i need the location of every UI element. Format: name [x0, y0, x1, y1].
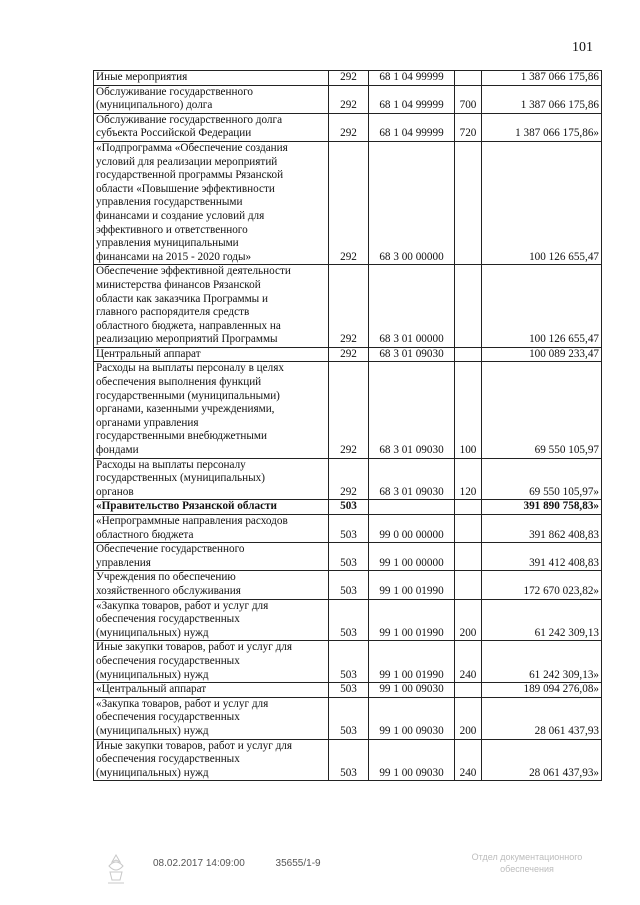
cell-name: Иные закупки товаров, работ и услуг для обеспечения государственных (муниципальных) нужд	[94, 641, 329, 683]
cell-target-article: 99 1 00 01990	[369, 641, 455, 683]
budget-table-body	[94, 71, 602, 781]
footer-doc-code: 35655/1-9	[275, 858, 321, 869]
cell-sum: 100 126 655,47	[482, 265, 602, 348]
cell-expense-type	[455, 141, 482, 264]
table-row	[94, 500, 602, 515]
cell-sum: 100 126 655,47	[482, 141, 602, 264]
cell-expense-type: 240	[455, 739, 482, 781]
cell-admin-code: 292	[329, 141, 369, 264]
cell-sum: 1 387 066 175,86	[482, 71, 602, 86]
cell-expense-type: 120	[455, 458, 482, 500]
cell-expense-type: 700	[455, 85, 482, 113]
cell-sum: 1 387 066 175,86	[482, 85, 602, 113]
cell-admin-code: 292	[329, 458, 369, 500]
cell-target-article: 99 1 00 09030	[369, 697, 455, 739]
cell-sum: 391 862 408,83	[482, 515, 602, 543]
cell-target-article: 99 1 00 09030	[369, 683, 455, 698]
table-row	[94, 141, 602, 264]
faded-stamp	[452, 851, 602, 885]
cell-expense-type	[455, 71, 482, 86]
cell-target-article: 68 3 01 09030	[369, 362, 455, 458]
table-row	[94, 362, 602, 458]
cell-admin-code: 503	[329, 599, 369, 641]
cell-admin-code: 503	[329, 515, 369, 543]
cell-name: «Центральный аппарат	[94, 683, 329, 698]
cell-expense-type	[455, 265, 482, 348]
cell-target-article: 68 1 04 99999	[369, 71, 455, 86]
cell-target-article: 68 1 04 99999	[369, 85, 455, 113]
cell-expense-type	[455, 683, 482, 698]
cell-name: Учреждения по обеспечению хозяйственного обслуживания	[94, 571, 329, 599]
cell-target-article: 68 3 01 00000	[369, 265, 455, 348]
cell-sum: 61 242 309,13»	[482, 641, 602, 683]
cell-expense-type: 100	[455, 362, 482, 458]
cell-expense-type: 200	[455, 599, 482, 641]
table-row	[94, 113, 602, 141]
cell-admin-code: 503	[329, 683, 369, 698]
cell-name: Обеспечение государственного управления	[94, 543, 329, 571]
footer-meta	[153, 858, 349, 869]
footer-timestamp: 08.02.2017 14:09:00	[153, 858, 245, 869]
cell-sum: 391 890 758,83»	[482, 500, 602, 515]
table-row	[94, 683, 602, 698]
table-row	[94, 85, 602, 113]
cell-sum: 69 550 105,97»	[482, 458, 602, 500]
cell-target-article: 99 1 00 01990	[369, 571, 455, 599]
cell-sum: 391 412 408,83	[482, 543, 602, 571]
cell-name: «Подпрограмма «Обеспечение создания условий для реализации мероприятий государственной программы Рязанской области «Повышение эффективности управления государственными финансами и создание условий для эффективного и ответственного управления муниципальными финансами на 2015 - 2020 годы»	[94, 141, 329, 264]
table-row	[94, 571, 602, 599]
cell-sum: 28 061 437,93»	[482, 739, 602, 781]
cell-target-article	[369, 500, 455, 515]
cell-name: Расходы на выплаты персоналу в целях обеспечения выполнения функций государственными (муниципальными) органами, казенными учреждениями, органами управления государственными внебюджетными фондами	[94, 362, 329, 458]
cell-admin-code: 503	[329, 697, 369, 739]
cell-admin-code: 292	[329, 347, 369, 362]
table-row	[94, 458, 602, 500]
cell-name: Расходы на выплаты персоналу государственных (муниципальных) органов	[94, 458, 329, 500]
cell-sum: 69 550 105,97	[482, 362, 602, 458]
cell-name: Обслуживание государственного (муниципального) долга	[94, 85, 329, 113]
cell-expense-type: 200	[455, 697, 482, 739]
cell-name: Иные мероприятия	[94, 71, 329, 86]
cell-target-article: 68 1 04 99999	[369, 113, 455, 141]
cell-target-article: 68 3 01 09030	[369, 347, 455, 362]
cell-expense-type: 240	[455, 641, 482, 683]
budget-table	[93, 70, 602, 781]
cell-target-article: 99 1 00 00000	[369, 543, 455, 571]
cell-expense-type	[455, 347, 482, 362]
cell-expense-type	[455, 500, 482, 515]
table-row	[94, 739, 602, 781]
table-row	[94, 697, 602, 739]
page-number: 101	[572, 40, 593, 55]
cell-sum: 61 242 309,13	[482, 599, 602, 641]
table-row	[94, 71, 602, 86]
cell-admin-code: 292	[329, 362, 369, 458]
cell-admin-code: 503	[329, 571, 369, 599]
cell-target-article: 68 3 00 00000	[369, 141, 455, 264]
cell-name: «Непрограммные направления расходов областного бюджета	[94, 515, 329, 543]
cell-target-article: 99 0 00 00000	[369, 515, 455, 543]
cell-admin-code: 503	[329, 543, 369, 571]
cell-expense-type	[455, 571, 482, 599]
cell-name: Центральный аппарат	[94, 347, 329, 362]
cell-name: «Закупка товаров, работ и услуг для обеспечения государственных (муниципальных) нужд	[94, 599, 329, 641]
cell-admin-code: 292	[329, 85, 369, 113]
cell-admin-code: 292	[329, 71, 369, 86]
cell-expense-type	[455, 543, 482, 571]
table-row	[94, 599, 602, 641]
stamp-line-2: обеспечения	[500, 864, 554, 874]
table-row	[94, 347, 602, 362]
cell-admin-code: 503	[329, 739, 369, 781]
cell-name: Обеспечение эффективной деятельности министерства финансов Рязанской области как заказчика Программы и главного распорядителя средств областного бюджета, направленных на реализацию мероприятий Программы	[94, 265, 329, 348]
margin-scan-text	[2, 100, 12, 800]
cell-admin-code: 503	[329, 500, 369, 515]
stamp-line-1: Отдел документационного	[471, 852, 583, 862]
cell-sum: 189 094 276,08»	[482, 683, 602, 698]
cell-expense-type: 720	[455, 113, 482, 141]
cell-name: «Закупка товаров, работ и услуг для обеспечения государственных (муниципальных) нужд	[94, 697, 329, 739]
cell-expense-type	[455, 515, 482, 543]
emblem-icon	[100, 852, 132, 888]
cell-name: «Правительство Рязанской области	[94, 500, 329, 515]
cell-sum: 100 089 233,47	[482, 347, 602, 362]
cell-admin-code: 292	[329, 113, 369, 141]
table-row	[94, 641, 602, 683]
cell-admin-code: 292	[329, 265, 369, 348]
cell-name: Иные закупки товаров, работ и услуг для обеспечения государственных (муниципальных) нужд	[94, 739, 329, 781]
table-row	[94, 515, 602, 543]
cell-sum: 28 061 437,93	[482, 697, 602, 739]
cell-target-article: 68 3 01 09030	[369, 458, 455, 500]
table-row	[94, 265, 602, 348]
cell-target-article: 99 1 00 01990	[369, 599, 455, 641]
table-row	[94, 543, 602, 571]
cell-sum: 1 387 066 175,86»	[482, 113, 602, 141]
cell-sum: 172 670 023,82»	[482, 571, 602, 599]
cell-admin-code: 503	[329, 641, 369, 683]
cell-target-article: 99 1 00 09030	[369, 739, 455, 781]
cell-name: Обслуживание государственного долга субъекта Российской Федерации	[94, 113, 329, 141]
